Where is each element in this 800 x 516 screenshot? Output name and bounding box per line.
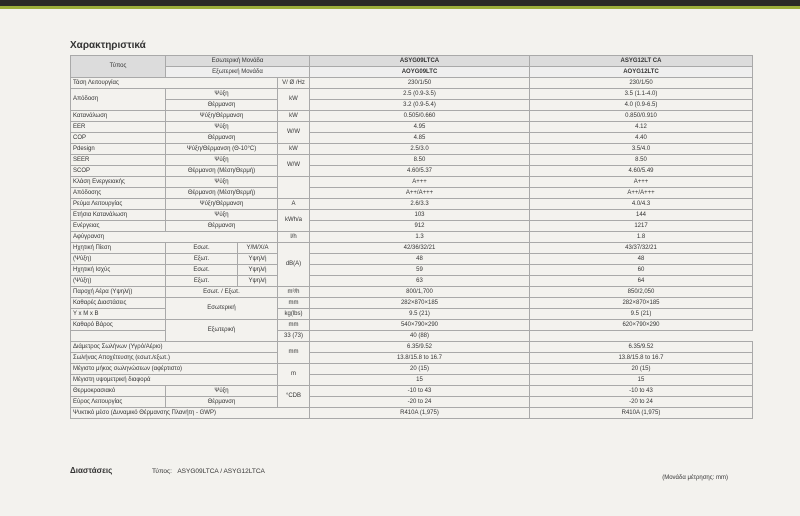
dimensions-models bbox=[152, 468, 265, 475]
row-unit bbox=[278, 177, 310, 199]
row-sublabel: Ψύξη/Θέρμανση bbox=[166, 111, 278, 122]
indoor-unit-label: Εσωτερική Μονάδα bbox=[166, 56, 310, 67]
model2-value: 230/1/50 bbox=[530, 78, 753, 89]
model1-value: -20 to 24 bbox=[310, 397, 530, 408]
row-label: COP bbox=[71, 133, 166, 144]
row-label: Μέγιστο μήκος σωληνώσεων (αφέρτιστο) bbox=[71, 364, 278, 375]
spec-table bbox=[70, 55, 753, 419]
table-row bbox=[71, 210, 753, 221]
row-label: Ρεύμα Λειτουργίας bbox=[71, 199, 166, 210]
model1-value: 48 bbox=[310, 254, 530, 265]
row-unit: °CDB bbox=[278, 386, 310, 408]
model2-value: 1.8 bbox=[530, 232, 753, 243]
row-unit: dB(A) bbox=[278, 243, 310, 287]
model1-value: A++/A+++ bbox=[310, 188, 530, 199]
row-label: Ετήσια Κατανάλωση bbox=[71, 210, 166, 221]
model2-value: -20 to 24 bbox=[530, 397, 753, 408]
model1-value: 4.60/5.37 bbox=[310, 166, 530, 177]
table-row bbox=[71, 144, 753, 155]
table-row bbox=[71, 386, 753, 397]
row-label: Κατανάλωση bbox=[71, 111, 166, 122]
table-row bbox=[71, 342, 753, 353]
row-unit: A bbox=[278, 199, 310, 210]
table-row bbox=[71, 375, 753, 386]
dimensions-model-list: ASYG09LTCA / ASYG12LTCA bbox=[177, 468, 265, 475]
row-sublabel: Ψύξη bbox=[166, 386, 278, 397]
model2-value: 13.8/15.8 to 16.7 bbox=[530, 353, 753, 364]
model2-value: 60 bbox=[530, 265, 753, 276]
model2-value: 8.50 bbox=[530, 155, 753, 166]
scan-top-stripe bbox=[0, 6, 800, 9]
table-row bbox=[71, 287, 753, 298]
row-label: Ενέργειας bbox=[71, 221, 166, 232]
row-label: Υ x Μ x Β bbox=[71, 309, 166, 320]
model1-value: 8.50 bbox=[310, 155, 530, 166]
row-sublabel-2: Υψηλή bbox=[238, 276, 278, 287]
header-row-outdoor bbox=[71, 67, 753, 78]
row-sublabel: Θέρμανση bbox=[166, 221, 278, 232]
model2-value: 4.12 bbox=[530, 122, 753, 133]
model1-value: 800/1,700 bbox=[310, 287, 530, 298]
row-sublabel: Εσωτ. bbox=[166, 243, 238, 254]
model2-value: 1217 bbox=[530, 221, 753, 232]
model2-value: 6.35/9.52 bbox=[530, 342, 753, 353]
table-row bbox=[71, 408, 753, 419]
row-label: Εύρος Λειτουργίας bbox=[71, 397, 166, 408]
header-row-indoor bbox=[71, 56, 753, 67]
table-row bbox=[71, 166, 753, 177]
table-row bbox=[71, 353, 753, 364]
table-row bbox=[71, 78, 753, 89]
row-sublabel: Θέρμανση bbox=[166, 397, 278, 408]
table-row bbox=[71, 111, 753, 122]
table-row bbox=[71, 232, 753, 243]
model2-value: 850/2,050 bbox=[530, 287, 753, 298]
row-label: Παροχή Αέρα (Υψηλή) bbox=[71, 287, 166, 298]
row-unit: kWh/a bbox=[278, 210, 310, 232]
row-sublabel: Ψύξη bbox=[166, 155, 278, 166]
row-label: (Ψύξη) bbox=[71, 276, 166, 287]
table-row bbox=[71, 265, 753, 276]
model1-value: 15 bbox=[310, 375, 530, 386]
row-sublabel: Ψύξη bbox=[166, 177, 278, 188]
model1-value: 9.5 (21) bbox=[310, 309, 530, 320]
model1-value: 42/36/32/21 bbox=[310, 243, 530, 254]
table-row bbox=[71, 122, 753, 133]
row-unit: m bbox=[278, 364, 310, 386]
table-row bbox=[71, 133, 753, 144]
row-label: Απόδοση bbox=[71, 89, 166, 111]
table-row bbox=[71, 298, 753, 309]
row-unit: kg(lbs) bbox=[278, 309, 310, 320]
model1-value: 103 bbox=[310, 210, 530, 221]
model1-value: 2.5/3.0 bbox=[310, 144, 530, 155]
model1-value: 20 (15) bbox=[310, 364, 530, 375]
model2-value: 15 bbox=[530, 375, 753, 386]
row-unit: mm bbox=[278, 342, 310, 364]
row-unit: mm bbox=[278, 298, 310, 309]
row-unit: kW bbox=[278, 144, 310, 155]
model2-value: A++/A+++ bbox=[530, 188, 753, 199]
table-row bbox=[71, 276, 753, 287]
model1-value: A+++ bbox=[310, 177, 530, 188]
row-label: (Ψύξη) bbox=[71, 254, 166, 265]
model2-value: 43/37/32/21 bbox=[530, 243, 753, 254]
row-label: Κλάση Ενεργειακής bbox=[71, 177, 166, 188]
model2-outdoor: AOYG12LTC bbox=[530, 67, 753, 78]
row-sublabel: Ψύξη bbox=[166, 210, 278, 221]
row-sublabel: Ψύξη/Θέρμανση (Θ-10°C) bbox=[166, 144, 278, 155]
model2-value: 0.850/0.910 bbox=[530, 111, 753, 122]
table-row bbox=[71, 320, 753, 331]
table-row bbox=[71, 221, 753, 232]
table-row bbox=[71, 155, 753, 166]
dimensions-type-label: Τύπος: bbox=[152, 468, 172, 475]
row-label: Διάμετρος Σωλήνων (Υγρό/Αέριο) bbox=[71, 342, 278, 353]
row-label: Pdesign bbox=[71, 144, 166, 155]
row-label bbox=[71, 331, 166, 342]
row-unit: W/W bbox=[278, 122, 310, 144]
table-row bbox=[71, 199, 753, 210]
row-unit: mm bbox=[278, 320, 310, 331]
row-sublabel: Ψύξη bbox=[166, 122, 278, 133]
row-label: Ηχητική Πίεση bbox=[71, 243, 166, 254]
section-title: Χαρακτηριστικά bbox=[70, 40, 146, 51]
model2-value: -10 to 43 bbox=[530, 386, 753, 397]
table-row bbox=[71, 177, 753, 188]
model2-value: 620×790×290 bbox=[530, 320, 753, 331]
model2-value: 4.0/4.3 bbox=[530, 199, 753, 210]
dimensions-title: Διαστάσεις bbox=[70, 466, 113, 475]
row-unit: l/h bbox=[278, 232, 310, 243]
model1-value: 6.35/9.52 bbox=[310, 342, 530, 353]
row-label: SCOP bbox=[71, 166, 166, 177]
model1-value: -10 to 43 bbox=[310, 386, 530, 397]
model1-value: 63 bbox=[310, 276, 530, 287]
row-label: Θερμοκρασιακό bbox=[71, 386, 166, 397]
row-label: SEER bbox=[71, 155, 166, 166]
row-sublabel: Εσωτ. bbox=[166, 265, 238, 276]
model2-value: 282×870×185 bbox=[530, 298, 753, 309]
model1-outdoor: AOYG09LTC bbox=[310, 67, 530, 78]
model2-value: 20 (15) bbox=[530, 364, 753, 375]
model1-value: 912 bbox=[310, 221, 530, 232]
row-unit: m³/h bbox=[278, 287, 310, 298]
row-unit: kW bbox=[278, 111, 310, 122]
model2-value: 4.0 (0.9-6.5) bbox=[530, 100, 753, 111]
row-sublabel-2: Υψηλή bbox=[238, 254, 278, 265]
row-sublabel-2: Υ/Μ/Χ/Α bbox=[238, 243, 278, 254]
row-unit: W/W bbox=[278, 155, 310, 177]
row-label: Καθαρές Διαστάσεις bbox=[71, 298, 166, 309]
model1-value: 59 bbox=[310, 265, 530, 276]
model2-value: 3.5/4.0 bbox=[530, 144, 753, 155]
model2-value: 64 bbox=[530, 276, 753, 287]
table-row bbox=[71, 89, 753, 100]
model2-value: A+++ bbox=[530, 177, 753, 188]
row-sublabel: Εσωτ. / Εξωτ. bbox=[166, 287, 278, 298]
model1-value: R410A (1,975) bbox=[310, 408, 530, 419]
row-sublabel: Θέρμανση bbox=[166, 100, 278, 111]
model1-value: 0.505/0.660 bbox=[310, 111, 530, 122]
model2-value: 144 bbox=[530, 210, 753, 221]
model1-value: 282×870×185 bbox=[310, 298, 530, 309]
row-sublabel: Ψύξη bbox=[166, 89, 278, 100]
row-label: Ψυκτικό μέσο (Δυναμικό Θέρμανσης Πλανήτη - GWP) bbox=[71, 408, 310, 419]
row-label: Σωλήνας Αποχέτευσης (εσωτ./εξωτ.) bbox=[71, 353, 278, 364]
model2-value: 3.5 (1.1-4.0) bbox=[530, 89, 753, 100]
model1-value: 13.8/15.8 to 16.7 bbox=[310, 353, 530, 364]
row-sublabel: Ψύξη/Θέρμανση bbox=[166, 199, 278, 210]
row-label: Απόδοσης bbox=[71, 188, 166, 199]
table-row bbox=[71, 100, 753, 111]
row-label: EER bbox=[71, 122, 166, 133]
row-sublabel: Θέρμανση (Μέση/Θερμή) bbox=[166, 166, 278, 177]
model2-value: 4.60/5.49 bbox=[530, 166, 753, 177]
model1-value: 2.5 (0.9-3.5) bbox=[310, 89, 530, 100]
row-unit: V/ Ø /Hz bbox=[278, 78, 310, 89]
model1-value: 33 (73) bbox=[278, 331, 310, 342]
row-label: Αφύγρανση bbox=[71, 232, 278, 243]
row-label: Ηχητική Ισχύς bbox=[71, 265, 166, 276]
row-sublabel: Εξωτ. bbox=[166, 254, 238, 265]
type-label: Τύπος bbox=[71, 56, 166, 78]
model2-value: R410A (1,975) bbox=[530, 408, 753, 419]
model2-value: 40 (88) bbox=[310, 331, 530, 342]
row-sublabel: Θέρμανση (Μέση/Θερμή) bbox=[166, 188, 278, 199]
model1-value: 230/1/50 bbox=[310, 78, 530, 89]
row-unit: kW bbox=[278, 89, 310, 111]
model1-value: 3.2 (0.9-5.4) bbox=[310, 100, 530, 111]
model2-value: 4.40 bbox=[530, 133, 753, 144]
model2-indoor: ASYG12LT CA bbox=[530, 56, 753, 67]
row-sublabel: Εσωτερική bbox=[166, 298, 278, 320]
model1-value: 4.85 bbox=[310, 133, 530, 144]
model1-value: 1.3 bbox=[310, 232, 530, 243]
table-row bbox=[71, 254, 753, 265]
table-row bbox=[71, 243, 753, 254]
row-sublabel: Θέρμανση bbox=[166, 133, 278, 144]
row-sublabel: Εξωτερική bbox=[166, 320, 278, 342]
table-row bbox=[71, 364, 753, 375]
row-label: Μέγιστη υψομετρική διαφορά bbox=[71, 375, 278, 386]
model2-value: 9.5 (21) bbox=[530, 309, 753, 320]
outdoor-unit-label: Εξωτερική Μονάδα bbox=[166, 67, 310, 78]
row-label: Καθαρό Βάρος bbox=[71, 320, 166, 331]
row-label: Τάση Λειτουργίας bbox=[71, 78, 278, 89]
table-row bbox=[71, 397, 753, 408]
model1-indoor: ASYG09LTCA bbox=[310, 56, 530, 67]
row-sublabel-2: Υψηλή bbox=[238, 265, 278, 276]
model2-value: 48 bbox=[530, 254, 753, 265]
model1-value: 4.95 bbox=[310, 122, 530, 133]
model1-value: 540×790×290 bbox=[310, 320, 530, 331]
table-row bbox=[71, 188, 753, 199]
dimensions-unit-note: (Μονάδα μέτρησης: mm) bbox=[662, 475, 728, 481]
row-sublabel: Εξωτ. bbox=[166, 276, 238, 287]
model1-value: 2.6/3.3 bbox=[310, 199, 530, 210]
